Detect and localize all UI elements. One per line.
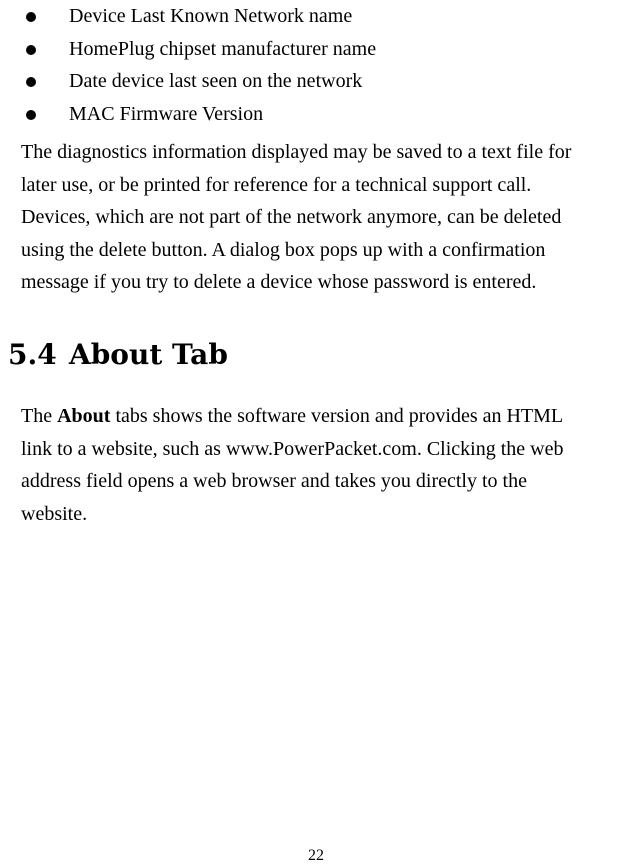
about-line1-rest: tabs shows the software version and provides an HTML [110, 405, 564, 427]
bullet-item [0, 36, 600, 62]
paragraph-line: link to a website, such as www.PowerPacket.com. Clicking the web [21, 437, 564, 460]
section-title: About Tab [69, 338, 228, 371]
bullet-item [0, 101, 600, 127]
bullet-text: HomePlug chipset manufacturer name [69, 38, 377, 60]
bullet-dot-icon [26, 77, 36, 87]
bullet-dot-icon [26, 12, 36, 22]
bullet-text: Date device last seen on the network [69, 70, 363, 92]
paragraph-line: website. [21, 502, 88, 525]
paragraph-line: Devices, which are not part of the network anymore, can be deleted [21, 206, 562, 228]
bullet-text: MAC Firmware Version [69, 103, 264, 125]
paragraph-line: using the delete button. A dialog box pops up with a confirmation [21, 238, 546, 261]
bullet-dot-icon [26, 45, 36, 55]
bullet-dot-icon [26, 110, 36, 120]
bullet-item [0, 68, 600, 94]
paragraph-line: The diagnostics information displayed may be saved to a text file for [21, 141, 572, 163]
about-bold-term: About [57, 405, 111, 427]
paragraph-line: address field opens a web browser and takes you directly to the [21, 470, 527, 492]
paragraph-line: later use, or be printed for reference for a technical support call. [21, 173, 532, 196]
paragraph-line [21, 400, 629, 433]
about-prefix: The [21, 405, 58, 427]
paragraph-line: message if you try to delete a device whose password is entered. [21, 271, 537, 293]
bullet-text: Device Last Known Network name [69, 5, 353, 27]
diagnostics-paragraph [21, 136, 629, 299]
bullet-item [0, 3, 600, 29]
section-number: 5.4 [8, 338, 57, 371]
section-heading [8, 335, 228, 375]
page-number: 22 [308, 847, 324, 864]
about-paragraph [21, 400, 629, 530]
